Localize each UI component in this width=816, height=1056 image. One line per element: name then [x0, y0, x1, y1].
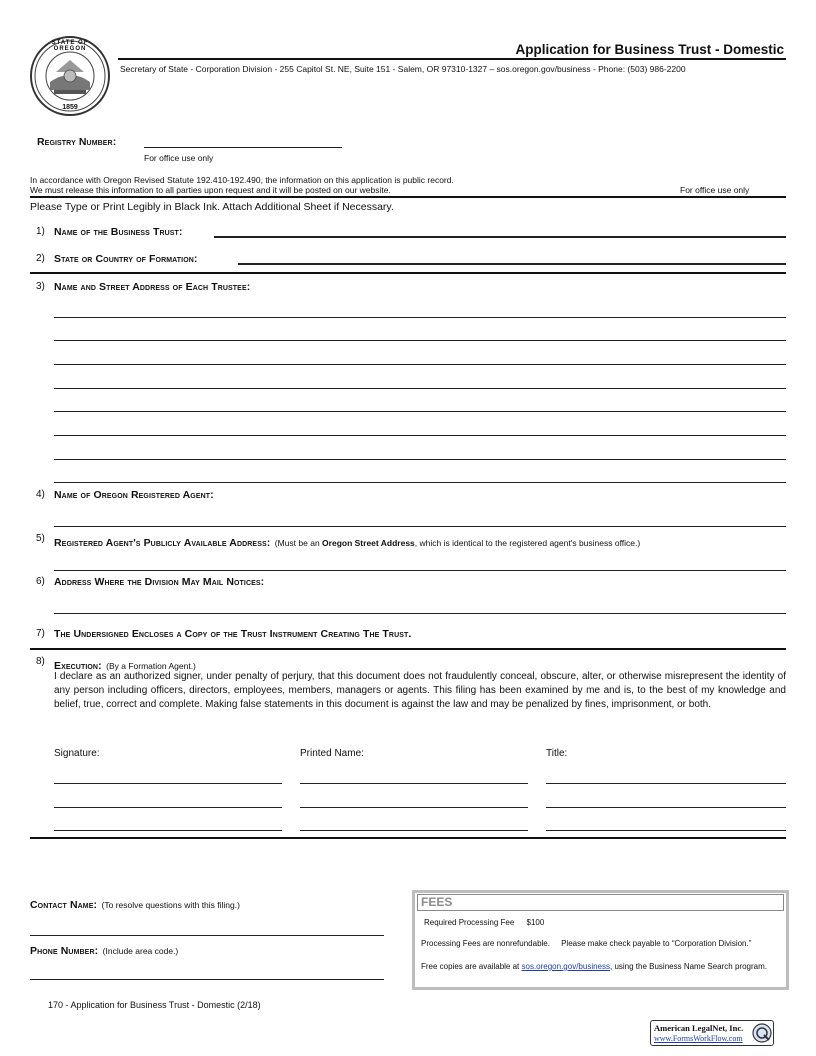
- phone-number-label: Phone Number:: [30, 945, 99, 957]
- trustee-line-2[interactable]: [54, 340, 786, 341]
- contact-name-label: Contact Name:: [30, 899, 98, 911]
- item8-number: 8): [36, 656, 45, 667]
- item7-number: 7): [36, 628, 45, 639]
- signature-field-1[interactable]: [54, 783, 282, 784]
- instruction-text: Please Type or Print Legibly in Black Ink. Attach Additional Sheet if Necessary.: [30, 201, 394, 213]
- contact-name-row: [30, 895, 240, 913]
- title-col-label: Title:: [546, 748, 568, 759]
- item8-label: Execution:: [54, 660, 102, 672]
- seal-year: 1859: [62, 104, 78, 111]
- mail-notices-field[interactable]: [54, 613, 786, 614]
- item4-label: Name of Oregon Registered Agent:: [54, 489, 214, 501]
- item5-label: Registered Agent's Publicly Available Address:: [54, 537, 271, 549]
- registry-number-label: Registry Number:: [37, 136, 117, 148]
- registry-number-field[interactable]: [144, 147, 342, 148]
- state-of-formation-field[interactable]: [238, 263, 786, 265]
- item2-number: 2): [36, 253, 45, 264]
- printed-name-field-2[interactable]: [300, 807, 528, 808]
- item1-number: 1): [36, 226, 45, 237]
- item8-note: (By a Formation Agent.): [106, 661, 196, 671]
- item5-number: 5): [36, 533, 45, 544]
- item6-number: 6): [36, 576, 45, 587]
- phone-number-field[interactable]: [30, 979, 384, 980]
- free-copies-pre: Free copies are available at: [421, 962, 522, 971]
- public-record-line1: In accordance with Oregon Revised Statute 192.410-192.490, the information on this application is public record.: [30, 175, 454, 185]
- signature-field-2[interactable]: [54, 807, 282, 808]
- free-copies-post: , using the Business Name Search program.: [610, 962, 767, 971]
- printed-name-field-1[interactable]: [300, 783, 528, 784]
- phone-number-row: [30, 941, 178, 959]
- section-rule-7: [30, 648, 786, 650]
- agency-address: Secretary of State - Corporation Division - 255 Capitol St. NE, Suite 151 - Salem, OR 97310-1327 – sos.oregon.gov/business - Phone: (503) 986-2200: [120, 64, 686, 74]
- form-id: 170 - Application for Business Trust - Domestic (2/18): [48, 1000, 261, 1010]
- title-field-1[interactable]: [546, 783, 786, 784]
- brand-url[interactable]: www.FormsWorkFlow.com: [654, 1034, 743, 1043]
- brand-name: American LegalNet, Inc.: [654, 1023, 744, 1033]
- registry-office-note: For office use only: [144, 153, 214, 163]
- brand-logo-icon: [752, 1023, 772, 1043]
- item1-label: Name of the Business Trust:: [54, 226, 183, 238]
- printed-name-col-label: Printed Name:: [300, 748, 364, 759]
- contact-name-field[interactable]: [30, 935, 384, 936]
- sos-business-link[interactable]: sos.oregon.gov/business: [521, 962, 610, 971]
- title-field-2[interactable]: [546, 807, 786, 808]
- contact-name-note: (To resolve questions with this filing.): [101, 900, 240, 910]
- registered-agent-field[interactable]: [54, 526, 786, 527]
- item5-note-pre: (Must be an: [274, 538, 323, 548]
- trustee-line-3[interactable]: [54, 364, 786, 365]
- item2-label: State or Country of Formation:: [54, 253, 198, 265]
- declaration-text: I declare as an authorized signer, under penalty of perjury, that this document does not fraudulently conceal, obscure, alter, or otherwise misrepresent the identity of any person including officers, directors, employees, members, managers or agents. This filing has been examined by me and is, to the best of my knowledge and belief, true, correct and complete. Making false statements in this document is against the law and may be penalized by fines, imprisonment, or both.: [54, 671, 786, 710]
- required-fee-row: [424, 918, 544, 927]
- section-rule-8: [30, 837, 786, 839]
- trustee-line-6[interactable]: [54, 435, 786, 436]
- public-record-line2: We must release this information to all parties upon request and it will be posted on our website.: [30, 185, 391, 195]
- free-copies-row: [421, 962, 767, 971]
- trustee-line-7[interactable]: [54, 459, 786, 460]
- title-field-3[interactable]: [546, 830, 786, 831]
- fees-nonrefundable: Processing Fees are nonrefundable. Please make check payable to “Corporation Division.”: [421, 939, 752, 948]
- header-rule: [118, 58, 786, 60]
- required-fee-label: Required Processing Fee: [424, 918, 515, 927]
- trustee-line-4[interactable]: [54, 388, 786, 389]
- required-fee-amount: $100: [526, 918, 545, 927]
- item7-label: The Undersigned Encloses a Copy of the Trust Instrument Creating The Trust.: [54, 628, 412, 640]
- item5-note-post: , which is identical to the registered agent's business office.): [414, 538, 641, 548]
- signature-field-3[interactable]: [54, 830, 282, 831]
- trustee-line-8[interactable]: [54, 482, 786, 483]
- item5-label-row: [54, 533, 640, 551]
- notice-rule: [30, 196, 786, 198]
- trustee-line-5[interactable]: [54, 411, 786, 412]
- public-record-office-note: For office use only: [680, 185, 750, 195]
- trustee-line-1[interactable]: [54, 317, 786, 318]
- signature-col-label: Signature:: [54, 748, 100, 759]
- business-trust-name-field[interactable]: [214, 236, 786, 238]
- item3-label: Name and Street Address of Each Trustee:: [54, 281, 251, 293]
- seal-top-text: STATE OF OREGON: [51, 40, 89, 52]
- fees-title: FEES: [417, 894, 784, 911]
- item5-note-bold: Oregon Street Address: [322, 538, 415, 548]
- phone-number-note: (Include area code.): [102, 946, 179, 956]
- item6-label: Address Where the Division May Mail Notices:: [54, 576, 265, 588]
- item4-number: 4): [36, 489, 45, 500]
- item3-number: 3): [36, 281, 45, 292]
- agent-address-field[interactable]: [54, 570, 786, 571]
- printed-name-field-3[interactable]: [300, 830, 528, 831]
- form-title: Application for Business Trust - Domestic: [515, 42, 784, 57]
- section-rule-2: [30, 272, 786, 274]
